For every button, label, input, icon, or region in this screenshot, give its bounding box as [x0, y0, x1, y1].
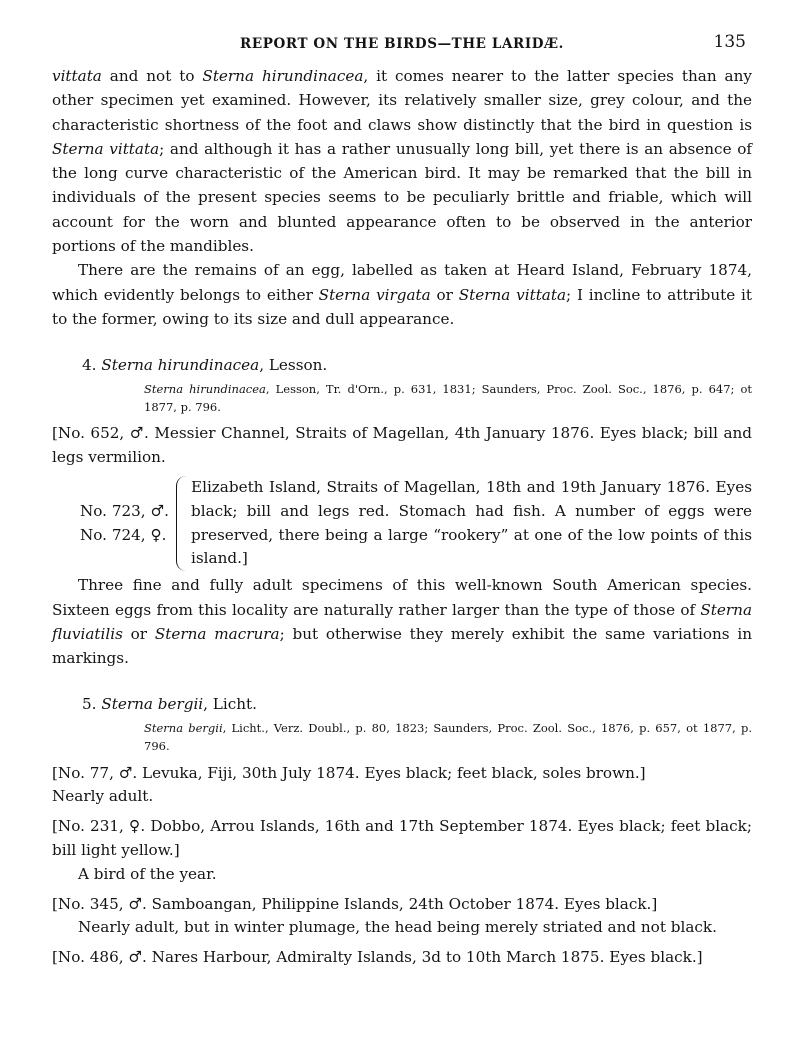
specimen-note: A bird of the year.	[78, 864, 217, 883]
specimen-note: Nearly adult.	[52, 787, 154, 806]
species-4-remarks: Three fine and fully adult specimens of this well-known South American species. Sixteen eggs from this locality are naturally rather larger than the type of those of Sterna fluviatilis or Sterna macrura; but otherwise they merely exhibit the same variations in markings.	[52, 576, 752, 668]
specimen-entry	[52, 946, 752, 970]
specimen-entry	[52, 815, 752, 886]
specimen-text: Samboangan, Philippine Islands, 24th October 1874. Eyes black.]	[151, 894, 658, 913]
specimen-lead: [No. 486, ♂.	[52, 948, 147, 967]
species-number: 5.	[82, 695, 97, 714]
specimen-lead: [No. 652, ♂.	[52, 424, 149, 443]
page-number: 135	[713, 32, 746, 52]
specimen-entry	[52, 422, 752, 470]
species-4-heading	[82, 353, 752, 377]
italic-run: Sterna hirundinacea	[144, 382, 266, 397]
specimen-text: Messier Channel, Straits of Magellan, 4th January 1876. Eyes black; bill and legs vermilion.	[52, 424, 753, 467]
intro-paragraph-1: vittata and not to Sterna hirundinacea, it comes nearer to the latter species than any other specimen yet examined. However, its relatively smaller size, grey colour, and the characteristic shortness of the foot and claws show distinctly that the bird in question is Sterna vittata; and although it has a rather unusually long bill, yet there is an absence of the long curve characteristic of the American bird. It may be remarked that the bill in individuals of the present species seems to be peculiarly brittle and friable, which will account for the worn and blunted appearance often to be observed in the anterior portions of the mandibles.	[52, 67, 752, 256]
page	[52, 30, 752, 970]
grouped-specimens	[52, 476, 752, 571]
italic-run: Sterna virgata	[318, 285, 431, 304]
italic-run: Sterna vittata	[458, 285, 567, 304]
species-5-heading	[82, 692, 752, 716]
species-author: , Lesson.	[259, 356, 328, 375]
species-5-synonymy: Sterna bergii, Licht., Verz. Doubl., p. 80, 1823; Saunders, Proc. Zool. Soc., 1876, p. 657, ot 1877, p. 796.	[144, 721, 752, 754]
specimen-text: Nares Harbour, Admiralty Islands, 3d to 10th March 1875. Eyes black.]	[151, 948, 703, 967]
italic-run: vittata	[52, 67, 102, 85]
specimen-lead: [No. 345, ♂.	[52, 894, 147, 913]
italic-run: Sterna fluviatilis	[52, 600, 752, 643]
specimen-text: Levuka, Fiji, 30th July 1874. Eyes black; feet black, soles brown.]	[142, 763, 646, 782]
page-header	[52, 30, 752, 64]
species-name: Sterna bergii	[101, 695, 204, 714]
intro-paragraph-2: There are the remains of an egg, labelled as taken at Heard Island, February 1874, which evidently belongs to either Sterna virgata or Sterna vittata; I incline to attribute it to the former, owing to its size and dull appearance.	[52, 261, 752, 328]
species-4-synonymy: Sterna hirundinacea, Lesson, Tr. d'Orn., p. 631, 1831; Saunders, Proc. Zool. Soc., 1876, p. 647; ot 1877, p. 796.	[144, 382, 752, 414]
grouped-specimen-numbers	[52, 476, 176, 571]
italic-run: Sterna vittata	[52, 139, 160, 158]
species-author: , Licht.	[203, 695, 257, 714]
running-title: REPORT ON THE BIRDS—THE LARIDÆ.	[240, 36, 564, 52]
italic-run: Sterna bergii	[144, 721, 223, 736]
specimen-text: Dobbo, Arrou Islands, 16th and 17th September 1874. Eyes black; feet black; bill light yellow.]	[52, 817, 752, 859]
specimen-entry	[52, 762, 752, 810]
specimen-lead: [No. 231, ♀.	[52, 817, 146, 836]
specimen-number-723: No. 723, ♂.	[80, 501, 169, 520]
grouped-specimen-text: Elizabeth Island, Straits of Magellan, 18th and 19th January 1876. Eyes black; bill and legs red. Stomach had fish. A number of eggs were preserved, there being a large “rookery” at one of the low points of this island.]	[191, 478, 752, 568]
species-number: 4.	[82, 356, 97, 375]
specimen-number-724: No. 724, ♀.	[80, 525, 167, 544]
specimen-note: Nearly adult, but in winter plumage, the head being merely striated and not black.	[78, 918, 717, 937]
italic-run: Sterna macrura	[154, 624, 280, 643]
curly-brace	[176, 476, 187, 571]
italic-run: Sterna hirundinacea	[202, 67, 364, 85]
specimen-lead: [No. 77, ♂.	[52, 763, 138, 782]
species-name: Sterna hirundinacea	[101, 356, 260, 375]
specimen-entry	[52, 893, 752, 941]
